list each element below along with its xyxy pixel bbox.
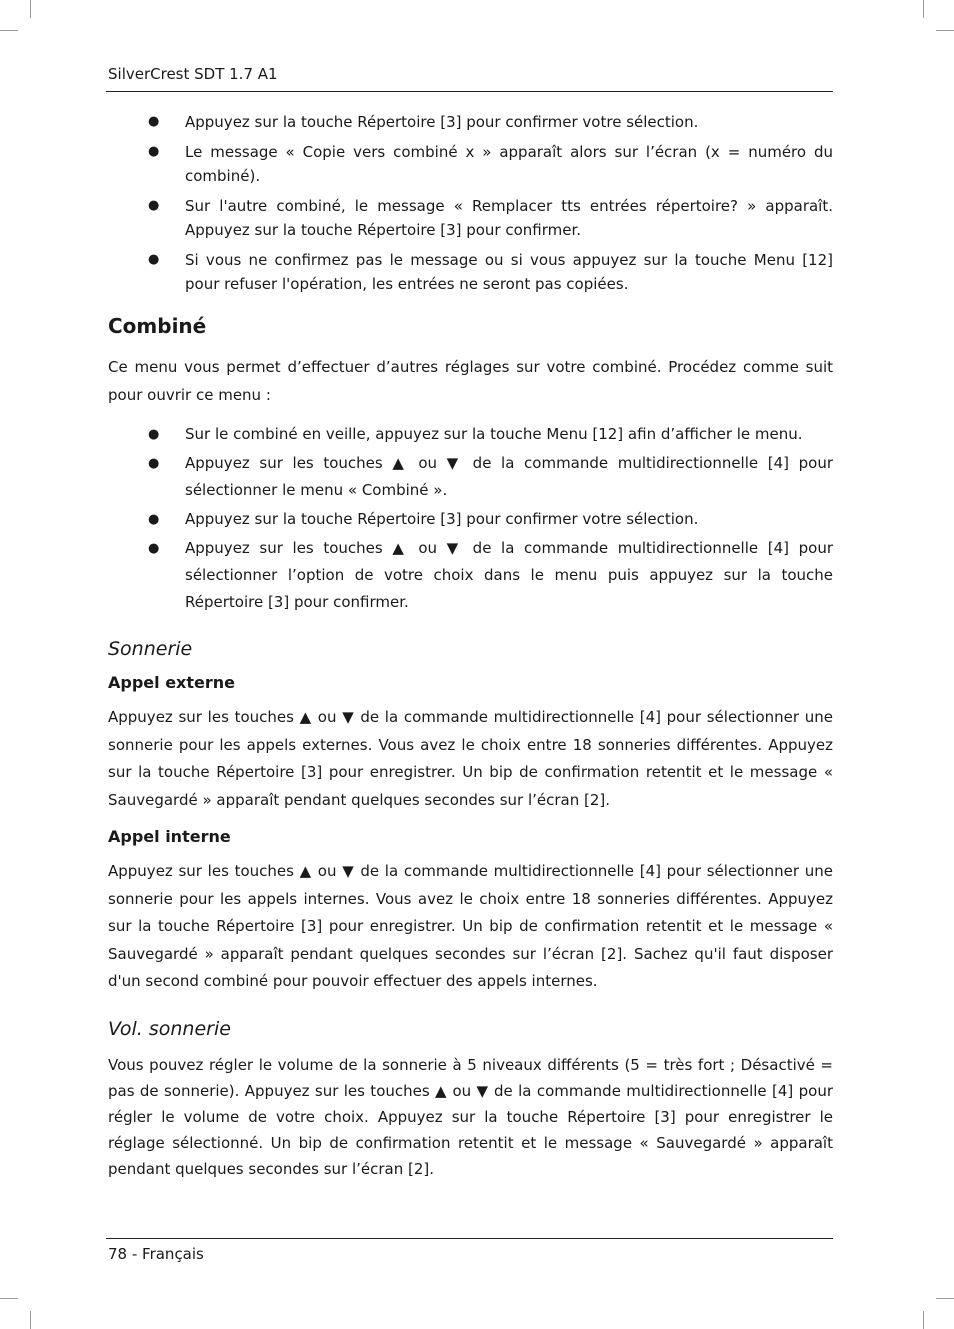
bullet-icon: ● bbox=[148, 512, 160, 527]
crop-mark bbox=[0, 1298, 18, 1299]
bullet-icon: ● bbox=[148, 541, 160, 556]
crop-mark bbox=[0, 30, 18, 31]
page-footer: 78 - Français bbox=[108, 1245, 204, 1263]
heading-appel-externe: Appel externe bbox=[108, 673, 235, 692]
crop-mark bbox=[923, 1311, 924, 1329]
header-rule bbox=[106, 91, 833, 92]
crop-mark bbox=[923, 0, 924, 18]
list-item: ● Si vous ne confirmez pas le message ou si vous appuyez sur la touche Menu [12] pour refuser l'opération, les entrées ne seront pas copiées. bbox=[108, 248, 833, 296]
section-heading-combine: Combiné bbox=[108, 314, 207, 338]
list-item: ● Appuyez sur les touches ▲ ou ▼ de la commande multidirectionnelle [4] pour sélectionner l’option de votre choix dans le menu puis appuyez sur la touche Répertoire [3] pour confirmer. bbox=[108, 535, 833, 616]
bullet-icon: ● bbox=[148, 456, 160, 471]
list-item: ● Appuyez sur les touches ▲ ou ▼ de la commande multidirectionnelle [4] pour sélectionner le menu « Combiné ». bbox=[108, 450, 833, 504]
crop-mark bbox=[936, 1298, 954, 1299]
bullet-icon: ● bbox=[148, 144, 160, 159]
crop-mark bbox=[936, 30, 954, 31]
heading-appel-interne: Appel interne bbox=[108, 827, 231, 846]
appel-interne-text: Appuyez sur les touches ▲ ou ▼ de la commande multidirectionnelle [4] pour sélectionner une sonnerie pour les appels internes. Vous avez le choix entre 18 sonneries différentes. Appuyez sur la touche Répertoire [3] pour enregistrer. Un bip de confirmation retentit et le message « Sauvegardé » apparaît pendant quelques secondes sur l’écran [2]. Sachez qu'il faut disposer d'un second combiné pour pouvoir effectuer des appels internes. bbox=[108, 862, 833, 990]
page-header: SilverCrest SDT 1.7 A1 bbox=[108, 65, 278, 83]
bullet-icon: ● bbox=[148, 198, 160, 213]
vol-sonnerie-text: Vous pouvez régler le volume de la sonnerie à 5 niveaux différents (5 = très fort ; Désactivé = pas de sonnerie). Appuyez sur les touches ▲ ou ▼ de la commande multidirectionnelle [4] pour régler le volume de votre choix. Appuyez sur la touche Répertoire [3] pour enregistrer le réglage sélectionné. Un bip de confirmation retentit et le message « Sauvegardé » apparaît pendant quelques secondes sur l’écran [2]. bbox=[108, 1055, 833, 1178]
crop-mark bbox=[30, 1311, 31, 1329]
list-item: ● Appuyez sur la touche Répertoire [3] pour confirmer votre sélection. bbox=[108, 110, 833, 134]
bullet-list-combine bbox=[108, 421, 833, 616]
subsection-heading-sonnerie: Sonnerie bbox=[108, 638, 193, 660]
list-item: ● Le message « Copie vers combiné x » apparaît alors sur l’écran (x = numéro du combiné). bbox=[108, 140, 833, 188]
footer-rule bbox=[106, 1238, 833, 1239]
page-content bbox=[108, 110, 833, 1194]
bullet-list-top bbox=[108, 110, 833, 296]
subsection-heading-vol-sonnerie: Vol. sonnerie bbox=[108, 1017, 231, 1040]
bullet-icon: ● bbox=[148, 114, 160, 129]
bullet-icon: ● bbox=[148, 427, 160, 442]
combine-intro: Ce menu vous permet d’effectuer d’autres réglages sur votre combiné. Procédez comme suit pour ouvrir ce menu : bbox=[108, 358, 833, 404]
list-item: ● Sur le combiné en veille, appuyez sur la touche Menu [12] afin d’afficher le menu. bbox=[108, 421, 833, 448]
bullet-icon: ● bbox=[148, 252, 160, 267]
list-item: ● Sur l'autre combiné, le message « Remplacer tts entrées répertoire? » apparaît. Appuyez sur la touche Répertoire [3] pour confirmer. bbox=[108, 194, 833, 242]
list-item: ● Appuyez sur la touche Répertoire [3] pour confirmer votre sélection. bbox=[108, 506, 833, 533]
crop-mark bbox=[30, 0, 31, 18]
appel-externe-text: Appuyez sur les touches ▲ ou ▼ de la commande multidirectionnelle [4] pour sélectionner une sonnerie pour les appels externes. Vous avez le choix entre 18 sonneries différentes. Appuyez sur la touche Répertoire [3] pour enregistrer. Un bip de confirmation retentit et le message « Sauvegardé » apparaît pendant quelques secondes sur l’écran [2]. bbox=[108, 708, 833, 809]
